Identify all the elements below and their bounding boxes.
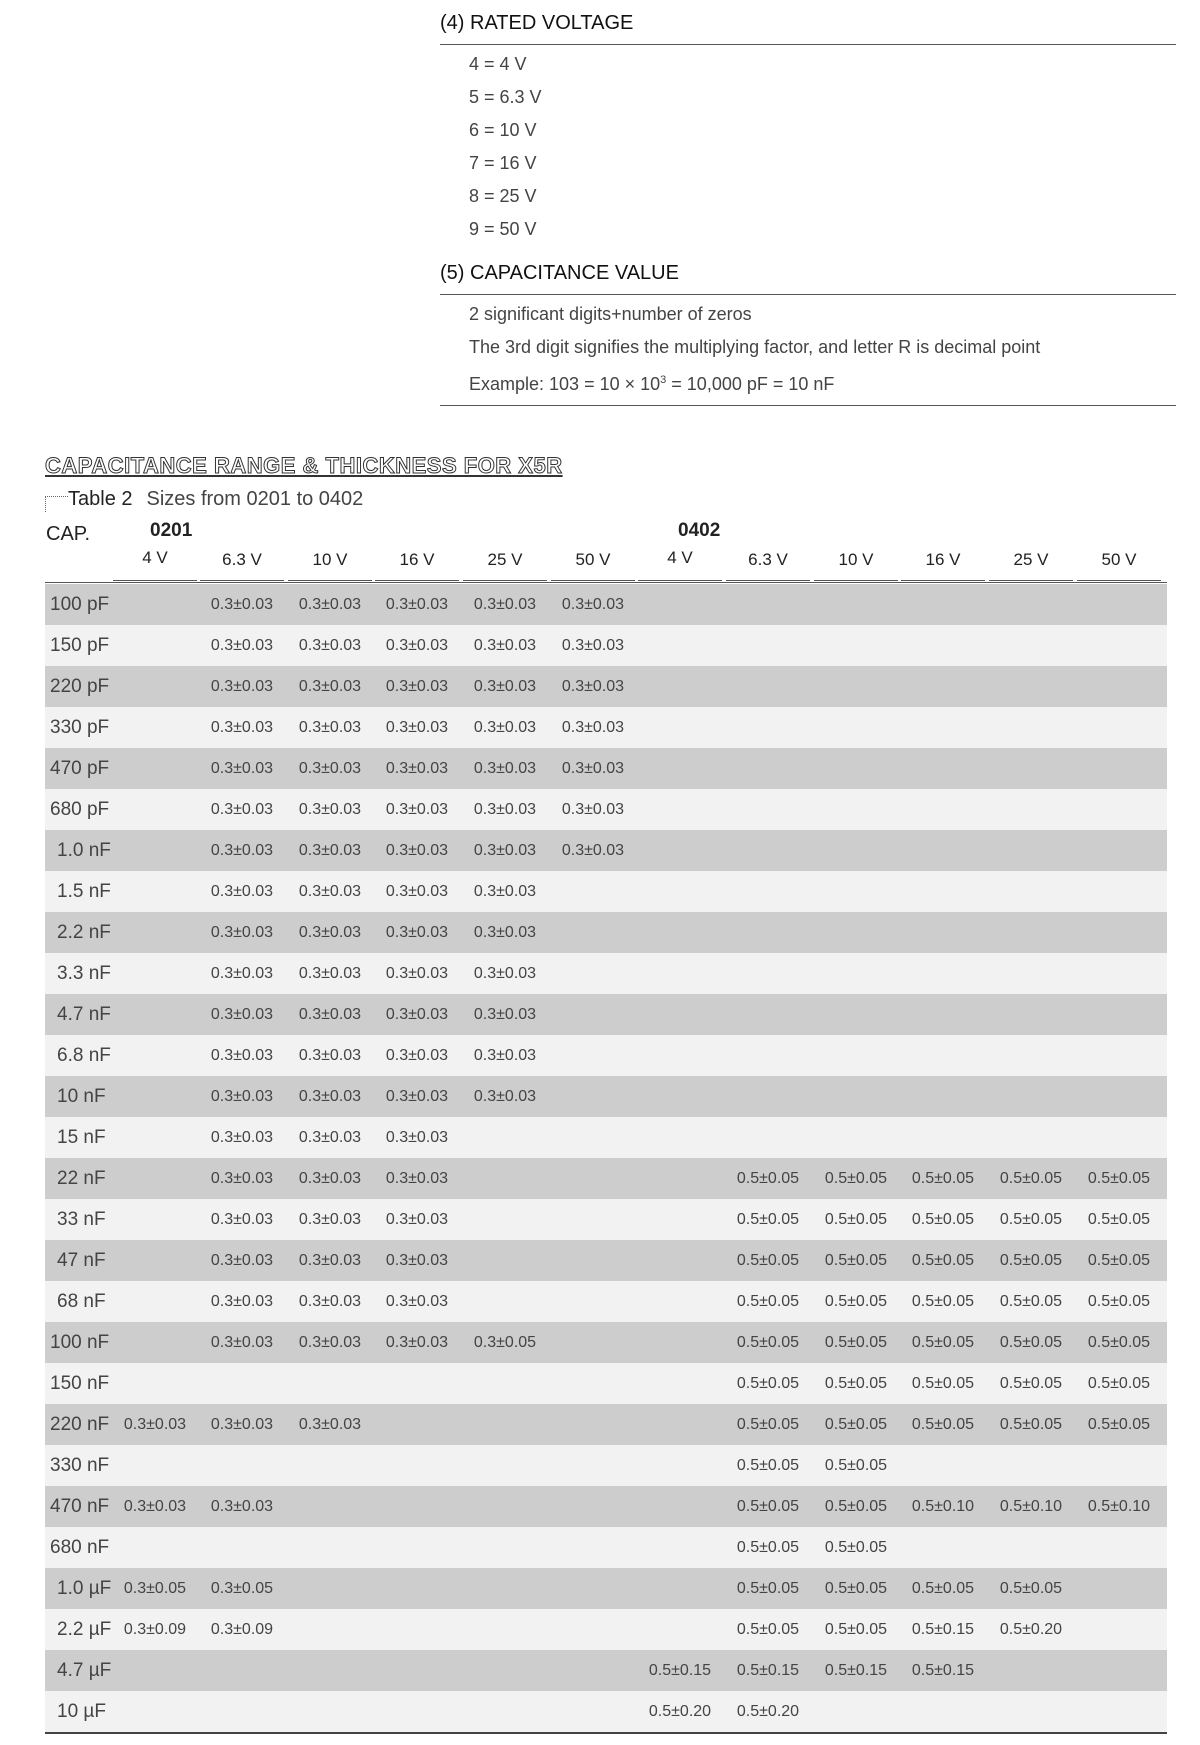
thickness-cell: 0.3±0.03 [561, 637, 625, 654]
capacitance-value-section [440, 260, 1176, 406]
thickness-cell: 0.5±0.05 [736, 1498, 800, 1515]
thickness-cell: 0.3±0.03 [298, 1416, 362, 1433]
cap-value: 6.8 nF [57, 1045, 111, 1066]
example-result: = 10,000 pF = 10 nF [671, 374, 835, 394]
rated-voltage-section [440, 10, 1176, 246]
thickness-cell: 0.3±0.03 [561, 719, 625, 736]
table-row [45, 748, 1167, 789]
thickness-cell: 0.5±0.05 [824, 1457, 888, 1474]
thickness-cell: 0.5±0.05 [999, 1170, 1063, 1187]
thickness-cell: 0.3±0.03 [561, 801, 625, 818]
table-row [45, 871, 1167, 912]
thickness-cell: 0.5±0.05 [1087, 1170, 1151, 1187]
thickness-cell: 0.3±0.03 [210, 1252, 274, 1269]
thickness-cell: 0.3±0.03 [298, 719, 362, 736]
thickness-cell: 0.3±0.03 [298, 1252, 362, 1269]
thickness-cell: 0.5±0.05 [911, 1211, 975, 1228]
table-row [45, 1035, 1167, 1076]
thickness-cell: 0.5±0.05 [824, 1621, 888, 1638]
voltage-header: 25 V [487, 550, 523, 569]
table-row [45, 666, 1167, 707]
thickness-cell: 0.3±0.03 [385, 1334, 449, 1351]
thickness-cell: 0.3±0.03 [298, 1170, 362, 1187]
thickness-cell: 0.3±0.03 [473, 1006, 537, 1023]
table-row [45, 1527, 1167, 1568]
table-row [45, 1609, 1167, 1650]
table-row [45, 1199, 1167, 1240]
cap-value: 100 nF [50, 1332, 110, 1353]
rated-voltage-item: 6 = 10 V [469, 120, 537, 140]
voltage-header: 4 V [142, 548, 168, 567]
thickness-cell: 0.3±0.03 [385, 1047, 449, 1064]
capacitance-value-bottom-rule [440, 405, 1176, 406]
thickness-cell: 0.3±0.03 [385, 1129, 449, 1146]
cap-value: 10 nF [57, 1086, 106, 1107]
thickness-cell: 0.3±0.03 [473, 1047, 537, 1064]
thickness-cell: 0.3±0.03 [473, 842, 537, 859]
thickness-cell: 0.3±0.03 [210, 801, 274, 818]
cap-value: 4.7 nF [57, 1004, 111, 1025]
cap-value: 680 pF [50, 799, 110, 820]
table-row [45, 789, 1167, 830]
thickness-cell: 0.5±0.05 [736, 1375, 800, 1392]
thickness-cell: 0.5±0.05 [911, 1375, 975, 1392]
thickness-cell: 0.5±0.05 [736, 1293, 800, 1310]
thickness-cell: 0.5±0.05 [824, 1293, 888, 1310]
table-row [45, 1158, 1167, 1199]
thickness-cell: 0.5±0.05 [736, 1211, 800, 1228]
table-row [45, 1363, 1167, 1404]
size-0201-header: 0201 [150, 520, 193, 541]
cap-value: 1.0 µF [57, 1578, 112, 1599]
example-exponent: 3 [660, 374, 667, 386]
thickness-cell: 0.5±0.15 [911, 1621, 975, 1638]
capacitance-value-title: (5) CAPACITANCE VALUE [440, 262, 679, 284]
thickness-cell: 0.5±0.05 [1087, 1211, 1151, 1228]
thickness-cell: 0.5±0.05 [824, 1170, 888, 1187]
thickness-cell: 0.3±0.03 [210, 596, 274, 613]
thickness-cell: 0.3±0.03 [298, 883, 362, 900]
thickness-cell: 0.3±0.03 [210, 1293, 274, 1310]
thickness-cell: 0.3±0.03 [210, 1334, 274, 1351]
capacitance-value-rule [440, 294, 1176, 295]
thickness-cell: 0.5±0.05 [911, 1334, 975, 1351]
thickness-cell: 0.3±0.03 [473, 801, 537, 818]
thickness-cell: 0.3±0.03 [385, 637, 449, 654]
thickness-cell: 0.3±0.03 [385, 1252, 449, 1269]
thickness-cell: 0.5±0.05 [999, 1375, 1063, 1392]
thickness-cell: 0.3±0.03 [210, 760, 274, 777]
table-row [45, 584, 1167, 625]
thickness-cell: 0.3±0.03 [210, 924, 274, 941]
thickness-cell: 0.5±0.05 [736, 1621, 800, 1638]
thickness-cell: 0.3±0.05 [473, 1334, 537, 1351]
thickness-cell: 0.5±0.05 [824, 1375, 888, 1392]
thickness-cell: 0.3±0.03 [210, 1129, 274, 1146]
thickness-cell: 0.3±0.03 [210, 883, 274, 900]
thickness-cell: 0.5±0.05 [1087, 1416, 1151, 1433]
table-caption [45, 488, 363, 511]
thickness-cell: 0.5±0.05 [824, 1416, 888, 1433]
rated-voltage-rule [440, 44, 1176, 45]
cap-value: 220 pF [50, 676, 110, 697]
thickness-cell: 0.3±0.03 [385, 760, 449, 777]
thickness-cell: 0.3±0.03 [385, 842, 449, 859]
thickness-cell: 0.3±0.03 [298, 1047, 362, 1064]
thickness-cell: 0.3±0.03 [385, 801, 449, 818]
thickness-cell: 0.5±0.05 [911, 1416, 975, 1433]
table-row [45, 912, 1167, 953]
cap-value: 150 nF [50, 1373, 110, 1394]
thickness-cell: 0.3±0.03 [210, 637, 274, 654]
thickness-cell: 0.3±0.03 [210, 678, 274, 695]
table-label: Table 2 [45, 488, 133, 510]
thickness-cell: 0.3±0.05 [210, 1580, 274, 1597]
thickness-cell: 0.3±0.03 [385, 596, 449, 613]
thickness-cell: 0.3±0.03 [298, 678, 362, 695]
cap-value: 150 pF [50, 635, 110, 656]
thickness-cell: 0.3±0.03 [473, 637, 537, 654]
thickness-cell: 0.3±0.03 [298, 1211, 362, 1228]
thickness-cell: 0.5±0.05 [999, 1334, 1063, 1351]
thickness-cell: 0.5±0.05 [1087, 1334, 1151, 1351]
table-row [45, 1691, 1167, 1732]
thickness-cell: 0.5±0.05 [911, 1580, 975, 1597]
rated-voltage-item: 9 = 50 V [469, 219, 537, 239]
thickness-cell: 0.5±0.05 [999, 1293, 1063, 1310]
thickness-cell: 0.3±0.03 [561, 678, 625, 695]
thickness-cell: 0.3±0.03 [298, 842, 362, 859]
table-row [45, 1650, 1167, 1691]
thickness-cell: 0.5±0.20 [999, 1621, 1063, 1638]
thickness-cell: 0.5±0.10 [911, 1498, 975, 1515]
thickness-cell: 0.3±0.03 [210, 1416, 274, 1433]
thickness-cell: 0.3±0.03 [385, 1088, 449, 1105]
thickness-cell: 0.3±0.03 [473, 965, 537, 982]
thickness-cell: 0.3±0.03 [298, 1129, 362, 1146]
thickness-cell: 0.3±0.03 [298, 965, 362, 982]
thickness-cell: 0.3±0.03 [298, 1293, 362, 1310]
thickness-cell: 0.3±0.09 [123, 1621, 187, 1638]
thickness-cell: 0.3±0.03 [385, 965, 449, 982]
rated-voltage-title: (4) RATED VOLTAGE [440, 12, 634, 34]
thickness-cell: 0.5±0.05 [824, 1252, 888, 1269]
thickness-cell: 0.5±0.20 [736, 1703, 800, 1720]
thickness-cell: 0.3±0.03 [210, 1170, 274, 1187]
table-caption-text: Sizes from 0201 to 0402 [146, 488, 364, 510]
voltage-header: 6.3 V [748, 550, 788, 569]
table-row [45, 625, 1167, 666]
thickness-cell: 0.3±0.03 [123, 1416, 187, 1433]
thickness-cell: 0.3±0.03 [385, 678, 449, 695]
voltage-header: 10 V [838, 550, 874, 569]
thickness-cell: 0.3±0.03 [210, 1211, 274, 1228]
thickness-cell: 0.5±0.15 [648, 1662, 712, 1679]
thickness-cell: 0.5±0.10 [999, 1498, 1063, 1515]
thickness-cell: 0.3±0.03 [473, 760, 537, 777]
thickness-cell: 0.5±0.05 [736, 1170, 800, 1187]
voltage-header: 16 V [399, 550, 435, 569]
thickness-cell: 0.5±0.05 [911, 1252, 975, 1269]
thickness-cell: 0.5±0.05 [736, 1334, 800, 1351]
thickness-cell: 0.3±0.09 [210, 1621, 274, 1638]
thickness-cell: 0.5±0.05 [999, 1252, 1063, 1269]
size-0402-header: 0402 [678, 520, 721, 541]
table-row [45, 1281, 1167, 1322]
thickness-cell: 0.5±0.15 [824, 1662, 888, 1679]
capacitance-value-line: The 3rd digit signifies the multiplying factor, and letter R is decimal point [469, 337, 1041, 357]
cap-value: 3.3 nF [57, 963, 111, 984]
capacitance-value-example [440, 364, 1176, 397]
thickness-cell: 0.5±0.05 [736, 1539, 800, 1556]
thickness-cell: 0.3±0.03 [298, 1334, 362, 1351]
cap-value: 15 nF [57, 1127, 106, 1148]
thickness-cell: 0.3±0.03 [561, 760, 625, 777]
thickness-cell: 0.3±0.03 [385, 1211, 449, 1228]
thickness-cell: 0.5±0.20 [648, 1703, 712, 1720]
cap-value: 470 pF [50, 758, 110, 779]
thickness-cell: 0.3±0.03 [298, 1088, 362, 1105]
table-row [45, 953, 1167, 994]
thickness-cell: 0.3±0.03 [298, 637, 362, 654]
cap-value: 10 µF [57, 1701, 106, 1722]
cap-value: 330 nF [50, 1455, 110, 1476]
thickness-cell: 0.3±0.03 [473, 1088, 537, 1105]
thickness-cell: 0.3±0.03 [298, 760, 362, 777]
capacitance-value-line: 2 significant digits+number of zeros [469, 304, 752, 324]
thickness-cell: 0.5±0.05 [1087, 1293, 1151, 1310]
thickness-cell: 0.3±0.03 [473, 596, 537, 613]
thickness-cell: 0.3±0.03 [123, 1498, 187, 1515]
thickness-cell: 0.3±0.03 [473, 883, 537, 900]
table-row [45, 994, 1167, 1035]
voltage-header: 50 V [1101, 550, 1137, 569]
voltage-header: 16 V [925, 550, 961, 569]
section-heading: CAPACITANCE RANGE & THICKNESS FOR X5R [45, 453, 563, 478]
cap-value: 100 pF [50, 594, 110, 615]
table-row [45, 1568, 1167, 1609]
thickness-cell: 0.5±0.05 [824, 1539, 888, 1556]
thickness-cell: 0.3±0.03 [298, 596, 362, 613]
cap-value: 2.2 µF [57, 1619, 112, 1640]
cap-value: 1.5 nF [57, 881, 111, 902]
table-row [45, 1117, 1167, 1158]
rated-voltage-item: 4 = 4 V [469, 54, 527, 74]
thickness-cell: 0.3±0.03 [210, 965, 274, 982]
thickness-cell: 0.3±0.03 [561, 842, 625, 859]
thickness-cell: 0.3±0.03 [210, 1498, 274, 1515]
thickness-cell: 0.5±0.05 [999, 1211, 1063, 1228]
thickness-cell: 0.5±0.05 [911, 1293, 975, 1310]
table-row [45, 1486, 1167, 1527]
thickness-cell: 0.3±0.03 [210, 1047, 274, 1064]
thickness-cell: 0.5±0.05 [736, 1580, 800, 1597]
capacitance-table [45, 584, 1167, 1732]
thickness-cell: 0.3±0.03 [210, 1088, 274, 1105]
voltage-header: 4 V [667, 548, 693, 567]
thickness-cell: 0.5±0.05 [1087, 1252, 1151, 1269]
table-row [45, 1076, 1167, 1117]
example-text: Example: 103 = 10 × 10 [469, 374, 661, 394]
voltage-header: 10 V [312, 550, 348, 569]
thickness-cell: 0.3±0.03 [385, 883, 449, 900]
cap-value: 68 nF [57, 1291, 106, 1312]
cap-value: 33 nF [57, 1209, 106, 1230]
cap-value: 470 nF [50, 1496, 110, 1517]
cap-value: 330 pF [50, 717, 110, 738]
thickness-cell: 0.5±0.15 [736, 1662, 800, 1679]
thickness-cell: 0.3±0.03 [473, 678, 537, 695]
thickness-cell: 0.3±0.03 [298, 1006, 362, 1023]
thickness-cell: 0.5±0.05 [824, 1498, 888, 1515]
cap-value: 680 nF [50, 1537, 110, 1558]
table-row [45, 830, 1167, 871]
cap-column-header: CAP. [46, 523, 91, 545]
thickness-cell: 0.5±0.05 [999, 1416, 1063, 1433]
thickness-cell: 0.5±0.05 [824, 1211, 888, 1228]
thickness-cell: 0.5±0.05 [824, 1334, 888, 1351]
table-row [45, 1322, 1167, 1363]
thickness-cell: 0.5±0.05 [824, 1580, 888, 1597]
table-row [45, 1404, 1167, 1445]
thickness-cell: 0.3±0.03 [298, 924, 362, 941]
thickness-cell: 0.5±0.05 [736, 1457, 800, 1474]
cap-value: 22 nF [57, 1168, 106, 1189]
voltage-header: 25 V [1013, 550, 1049, 569]
cap-value: 47 nF [57, 1250, 106, 1271]
thickness-cell: 0.5±0.10 [1087, 1498, 1151, 1515]
cap-value: 2.2 nF [57, 922, 111, 943]
thickness-cell: 0.3±0.03 [385, 719, 449, 736]
thickness-cell: 0.3±0.03 [561, 596, 625, 613]
thickness-cell: 0.3±0.03 [473, 924, 537, 941]
thickness-cell: 0.5±0.05 [911, 1170, 975, 1187]
thickness-cell: 0.5±0.15 [911, 1662, 975, 1679]
thickness-cell: 0.3±0.05 [123, 1580, 187, 1597]
thickness-cell: 0.3±0.03 [385, 1006, 449, 1023]
rated-voltage-item: 8 = 25 V [469, 186, 537, 206]
table-row [45, 707, 1167, 748]
table-row [45, 1445, 1167, 1486]
voltage-header: 6.3 V [222, 550, 262, 569]
cap-value: 4.7 µF [57, 1660, 112, 1681]
thickness-cell: 0.3±0.03 [385, 924, 449, 941]
rated-voltage-list [440, 48, 1176, 246]
thickness-cell: 0.5±0.05 [736, 1416, 800, 1433]
voltage-header: 50 V [575, 550, 611, 569]
thickness-cell: 0.5±0.05 [1087, 1375, 1151, 1392]
cap-value: 1.0 nF [57, 840, 111, 861]
table-row [45, 1240, 1167, 1281]
thickness-cell: 0.3±0.03 [210, 1006, 274, 1023]
thickness-cell: 0.5±0.05 [736, 1252, 800, 1269]
rated-voltage-item: 7 = 16 V [469, 153, 537, 173]
rated-voltage-item: 5 = 6.3 V [469, 87, 542, 107]
thickness-cell: 0.3±0.03 [473, 719, 537, 736]
thickness-cell: 0.3±0.03 [385, 1170, 449, 1187]
cap-value: 220 nF [50, 1414, 110, 1435]
thickness-cell: 0.3±0.03 [298, 801, 362, 818]
thickness-cell: 0.3±0.03 [210, 719, 274, 736]
thickness-cell: 0.3±0.03 [385, 1293, 449, 1310]
thickness-cell: 0.5±0.05 [999, 1580, 1063, 1597]
table-bottom-rule [45, 1732, 1167, 1734]
thickness-cell: 0.3±0.03 [210, 842, 274, 859]
